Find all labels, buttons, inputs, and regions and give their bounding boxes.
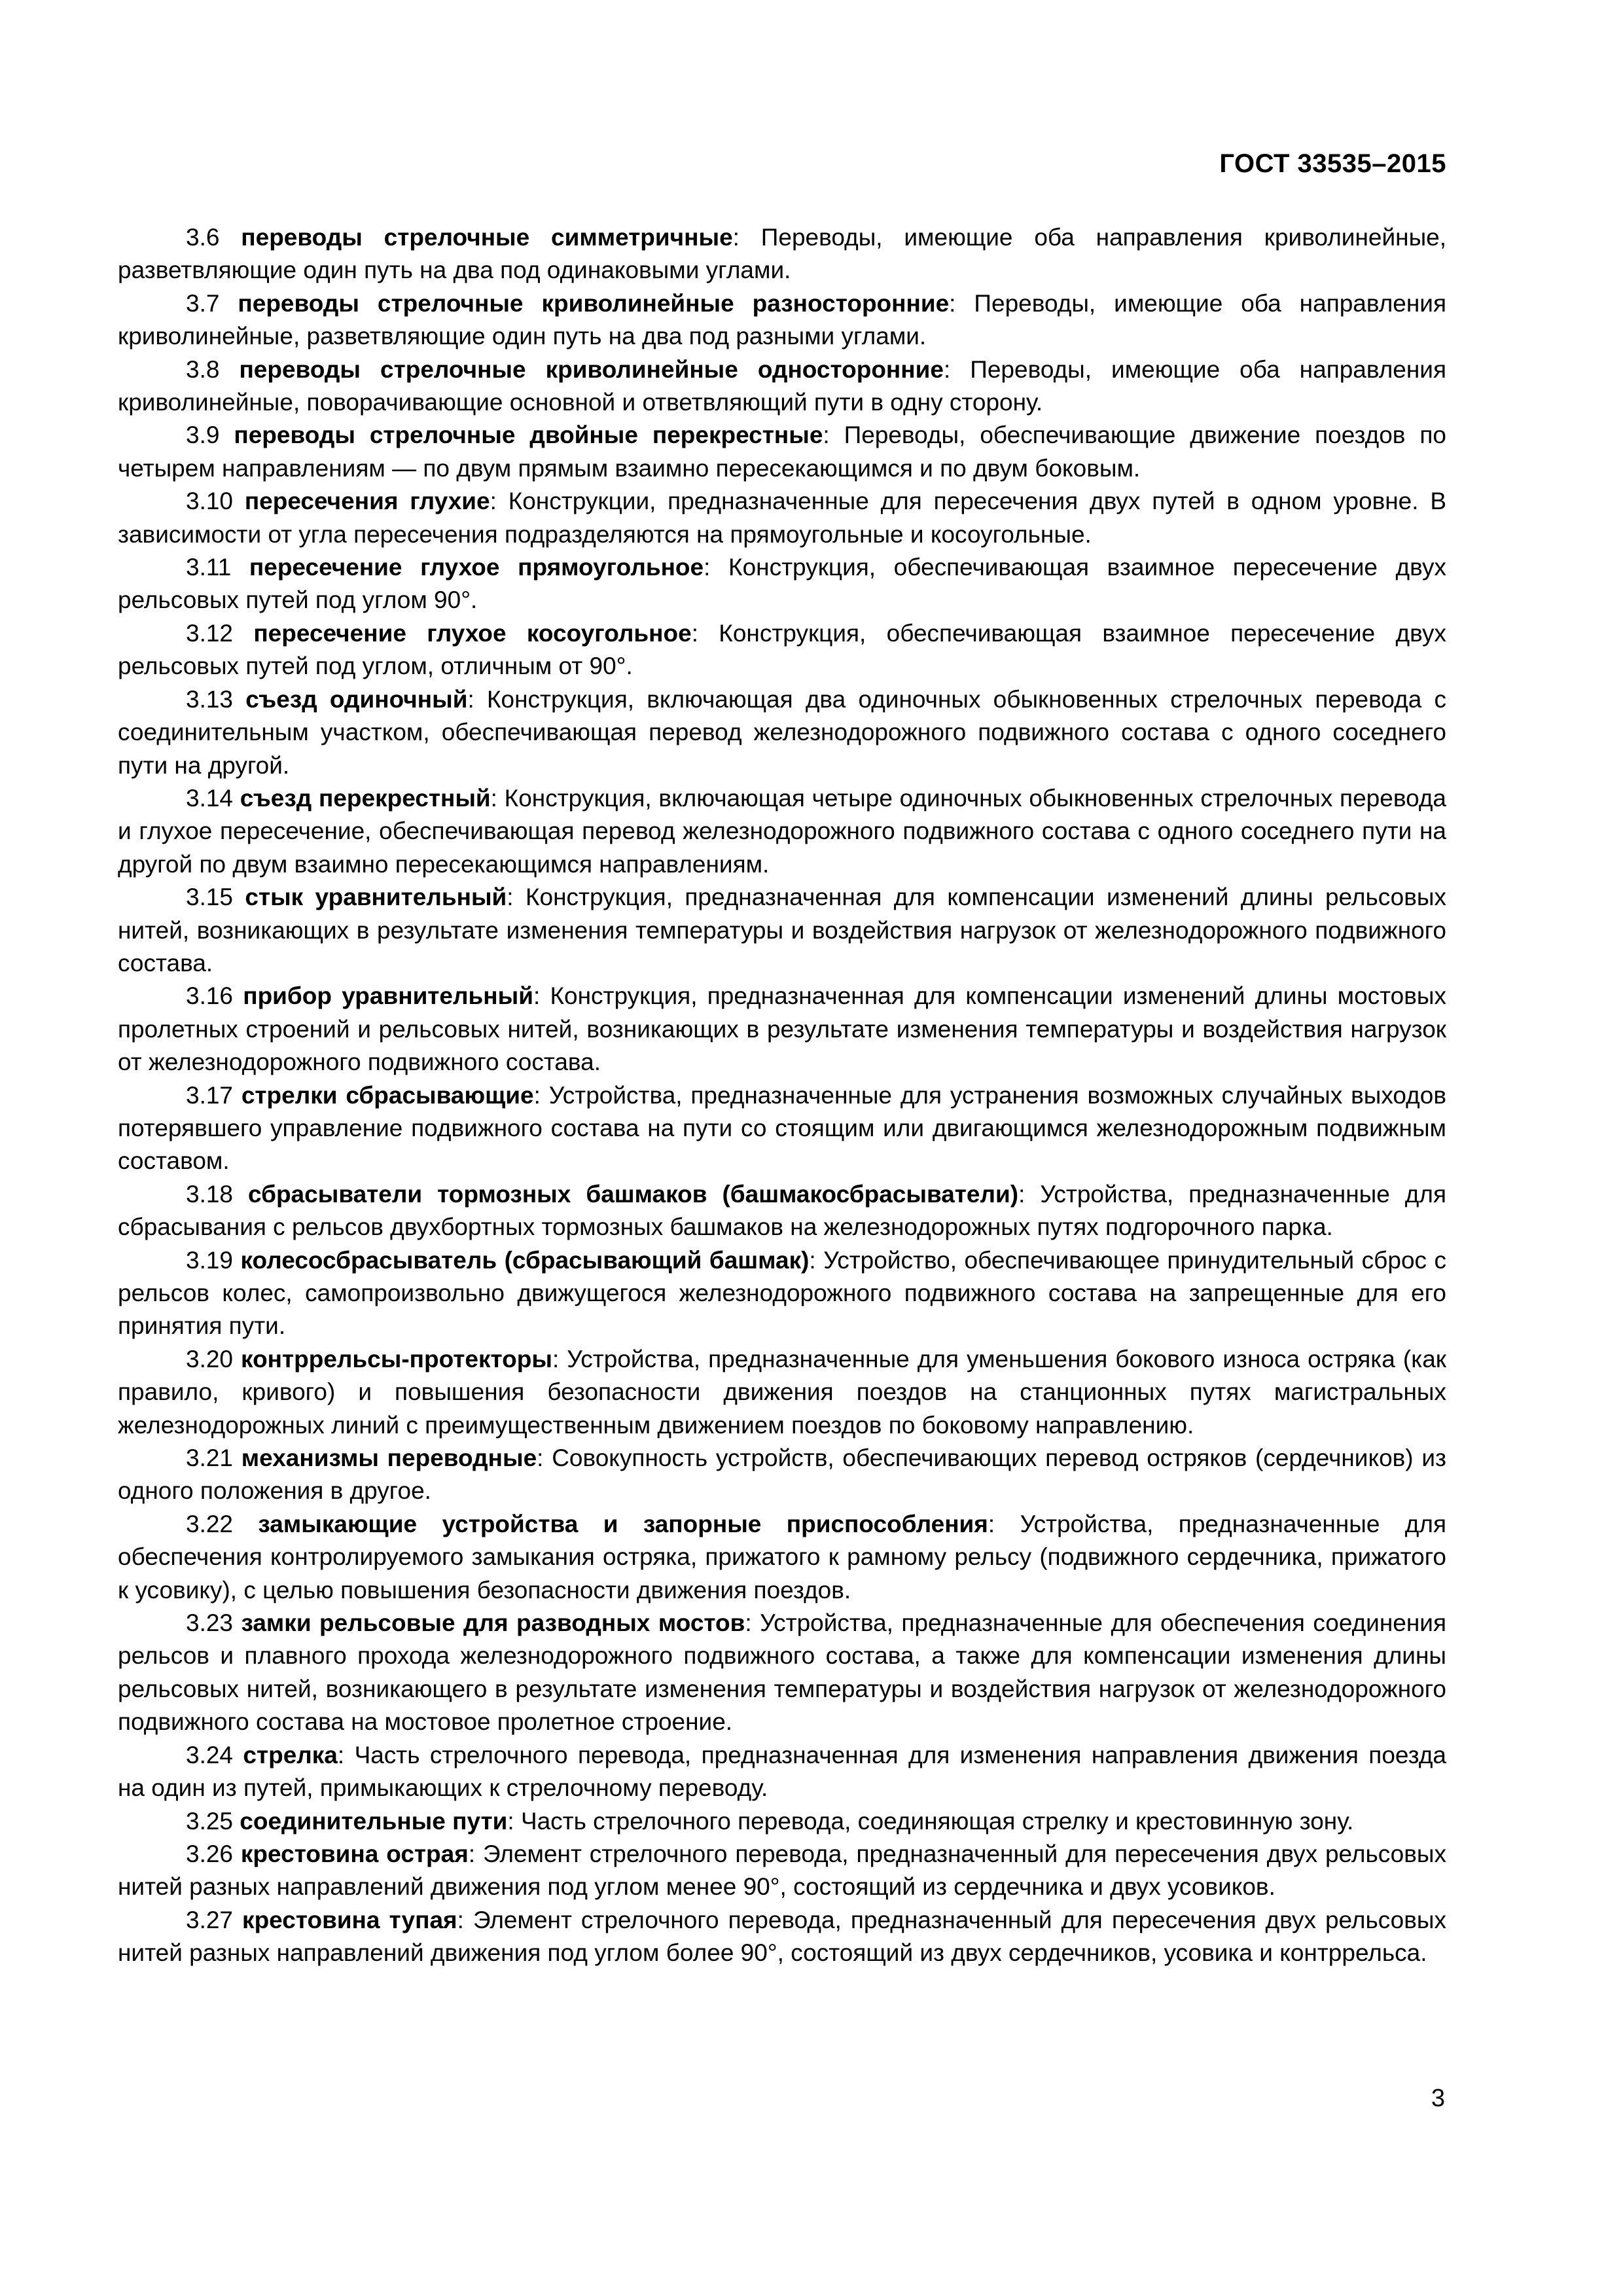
- term-3-11: 3.11 пересечение глухое прямоугольное: Конструкция, обеспечивающая взаимное пересечение двух рельсовых путей под углом 90°.: [118, 554, 1446, 614]
- term-number: 3.13: [186, 685, 234, 713]
- term-name: прибор уравнительный: [243, 982, 533, 1010]
- term-number: 3.17: [186, 1081, 234, 1109]
- term-number: 3.11: [186, 554, 232, 581]
- term-3-25: 3.25 соединительные пути: Часть стрелочного перевода, соединяющая стрелку и крестовинную зону.: [186, 1807, 1354, 1835]
- term-number: 3.15: [186, 884, 234, 911]
- term-definition: Часть стрелочного перевода, соединяющая стрелку и крестовинную зону.: [520, 1807, 1354, 1835]
- term-name: механизмы переводные: [241, 1444, 537, 1472]
- term-number: 3.9: [186, 422, 220, 449]
- term-3-12: 3.12 пересечение глухое косоугольное: Конструкция, обеспечивающая взаимное пересечение двух рельсовых путей под углом, отличным от 90°.: [118, 619, 1446, 680]
- term-number: 3.10: [186, 488, 234, 515]
- term-3-23: 3.23 замки рельсовые для разводных мостов: Устройства, предназначенные для обеспечения соединения рельсов и плавного прохода железнодорожного подвижного состава, а также для компенсации изменения длины рельсовых нитей, возникающего в результате изменения температуры и воздействия нагрузок от железнодорожного подвижного состава на мостовое пролетное строение.: [118, 1609, 1446, 1736]
- term-number: 3.18: [186, 1180, 234, 1208]
- term-number: 3.22: [186, 1510, 234, 1537]
- term-number: 3.23: [186, 1609, 234, 1637]
- term-number: 3.24: [186, 1741, 234, 1768]
- term-3-20: 3.20 контррельсы-протекторы: Устройства, предназначенные для уменьшения бокового износа остряка (как правило, кривого) и повышения безопасности движения поездов на станционных путях магистральных железнодорожных линий с преимущественным движением поездов по боковому направлению.: [118, 1345, 1446, 1439]
- term-definition: Устройства, предназначенные для обеспечения соединения рельсов и плавного прохода железнодорожного подвижного состава, а также для компенсации изменения длины рельсовых нитей, возникающего в результате изменения температуры и воздействия нагрузок от железнодорожного подвижного состава на мостовое пролетное строение.: [118, 1609, 1446, 1736]
- term-name: стрелка: [243, 1741, 338, 1768]
- page-number: 3: [1431, 2085, 1445, 2112]
- term-name: крестовина тупая: [242, 1906, 457, 1933]
- term-definition: Устройства, предназначенные для уменьшения бокового износа остряка (как правило, кривого) и повышения безопасности движения поездов на станционных путях магистральных железнодорожных линий с преимущественным движением поездов по боковому направлению.: [118, 1345, 1446, 1439]
- term-number: 3.14: [186, 784, 234, 812]
- term-3-6: 3.6 переводы стрелочные симметричные: Переводы, имеющие оба направления криволинейные, разветвляющие один путь на два под одинаковыми углами.: [118, 224, 1447, 284]
- term-definition: Конструкция, включающая два одиночных обыкновенных стрелочных перевода с соединительным участком, обеспечивающая перевод железнодорожного подвижного состава с одного соседнего пути на другой.: [118, 685, 1446, 779]
- term-definition: Устройство, обеспечивающее принудительный сброс с рельсов колес, самопроизвольно движущегося железнодорожного подвижного состава на запрещенные для его принятия пути.: [118, 1246, 1447, 1340]
- term-3-16: 3.16 прибор уравнительный: Конструкция, предназначенная для компенсации изменений длины мостовых пролетных строений и рельсовых нитей, возникающих в результате изменения температуры и воздействия нагрузок от железнодорожного подвижного состава.: [118, 982, 1446, 1076]
- term-definition: Конструкция, обеспечивающая взаимное пересечение двух рельсовых путей под углом, отличным от 90°.: [118, 619, 1446, 680]
- term-number: 3.6: [186, 224, 220, 251]
- term-number: 3.26: [186, 1840, 234, 1867]
- term-3-13: 3.13 съезд одиночный: Конструкция, включающая два одиночных обыкновенных стрелочных перевода с соединительным участком, обеспечивающая перевод железнодорожного подвижного состава с одного соседнего пути на другой.: [118, 685, 1446, 779]
- term-3-24: 3.24 стрелка: Часть стрелочного перевода, предназначенная для изменения направления движения поезда на один из путей, примыкающих к стрелочному переводу.: [118, 1741, 1446, 1802]
- term-name: крестовина острая: [240, 1840, 469, 1867]
- term-3-10: 3.10 пересечения глухие: Конструкции, предназначенные для пересечения двух путей в одном уровне. В зависимости от угла пересечения подразделяются на прямоугольные и косоугольные.: [118, 488, 1447, 548]
- term-3-9: 3.9 переводы стрелочные двойные перекрестные: Переводы, обеспечивающие движение поездов по четырем направлениям — по двум прямым взаимно пересекающимся и по двум боковым.: [118, 422, 1446, 482]
- term-number: 3.12: [186, 619, 234, 647]
- term-definition: Элемент стрелочного перевода, предназначенный для пересечения двух рельсовых нитей разных направлений движения под углом менее 90°, состоящий из сердечника и двух усовиков.: [118, 1840, 1447, 1901]
- term-3-27: 3.27 крестовина тупая: Элемент стрелочного перевода, предназначенный для пересечения двух рельсовых нитей разных направлений движения под углом более 90°, состоящий из двух сердечников, усовика и контррельса.: [118, 1906, 1447, 1967]
- term-name: стык уравнительный: [245, 884, 507, 911]
- term-name: стрелки сбрасывающие: [241, 1081, 534, 1109]
- term-name: сбрасыватели тормозных башмаков (башмакосбрасыватели): [248, 1180, 1019, 1208]
- term-3-18: 3.18 сбрасыватели тормозных башмаков (башмакосбрасыватели): Устройства, предназначенные для сбрасывания с рельсов двухбортных тормозных башмаков на железнодорожных путях подгорочного парка.: [118, 1180, 1447, 1241]
- term-3-21: 3.21 механизмы переводные: Совокупность устройств, обеспечивающих перевод остряков (сердечников) из одного положения в другое.: [118, 1444, 1446, 1505]
- document-code: ГОСТ 33535–2015: [1219, 149, 1446, 178]
- term-name: пересечение глухое косоугольное: [253, 619, 692, 647]
- term-name: съезд одиночный: [245, 685, 468, 713]
- term-name: переводы стрелочные криволинейные односторонние: [239, 355, 944, 383]
- term-number: 3.16: [186, 982, 234, 1010]
- term-3-19: 3.19 колесосбрасыватель (сбрасывающий башмак): Устройство, обеспечивающее принудительный сброс с рельсов колес, самопроизвольно движущегося железнодорожного подвижного состава на запрещенные для его принятия пути.: [118, 1246, 1447, 1340]
- term-definition: Устройства, предназначенные для обеспечения контролируемого замыкания остряка, прижатого к рамному рельсу (подвижного сердечника, прижатого к усовику), с целью повышения безопасности движения поездов.: [118, 1510, 1447, 1604]
- term-number: 3.21: [186, 1444, 234, 1472]
- term-name: пересечения глухие: [244, 488, 490, 515]
- term-name: контррельсы-протекторы: [241, 1345, 552, 1372]
- term-number: 3.25: [186, 1807, 234, 1835]
- terms-list: [118, 221, 1446, 1970]
- term-name: замки рельсовые для разводных мостов: [241, 1609, 745, 1637]
- term-definition: Элемент стрелочного перевода, предназначенный для пересечения двух рельсовых нитей разных направлений движения под углом более 90°, состоящий из двух сердечников, усовика и контррельса.: [118, 1906, 1447, 1967]
- term-definition: Конструкции, предназначенные для пересечения двух путей в одном уровне. В зависимости от угла пересечения подразделяются на прямоугольные и косоугольные.: [118, 488, 1447, 548]
- term-name: пересечение глухое прямоугольное: [249, 554, 704, 581]
- term-3-8: 3.8 переводы стрелочные криволинейные односторонние: Переводы, имеющие оба направления криволинейные, поворачивающие основной и ответвляющий пути в одну сторону.: [118, 355, 1446, 416]
- term-definition: Переводы, обеспечивающие движение поездов по четырем направлениям — по двум прямым взаимно пересекающимся и по двум боковым.: [118, 422, 1446, 482]
- term-definition: Часть стрелочного перевода, предназначенная для изменения направления движения поезда на один из путей, примыкающих к стрелочному переводу.: [118, 1741, 1446, 1802]
- term-3-17: 3.17 стрелки сбрасывающие: Устройства, предназначенные для устранения возможных случайных выходов потерявшего управление подвижного состава на пути со стоящим или двигающимся железнодорожным подвижным составом.: [118, 1081, 1447, 1175]
- term-definition: Конструкция, включающая четыре одиночных обыкновенных стрелочных перевода и глухое пересечение, обеспечивающая перевод железнодорожного подвижного состава с одного соседнего пути на другой по двум взаимно пересекающимся направлениям.: [118, 784, 1446, 878]
- term-number: 3.7: [186, 289, 220, 317]
- term-definition: Переводы, имеющие оба направления криволинейные, разветвляющие один путь на два под разными углами.: [118, 289, 1446, 350]
- term-definition: Конструкция, предназначенная для компенсации изменений длины мостовых пролетных строений и рельсовых нитей, возникающих в результате изменения температуры и воздействия нагрузок от железнодорожного подвижного состава.: [118, 982, 1446, 1076]
- term-definition: Совокупность устройств, обеспечивающих перевод остряков (сердечников) из одного положения в другое.: [118, 1444, 1446, 1505]
- term-3-14: 3.14 съезд перекрестный: Конструкция, включающая четыре одиночных обыкновенных стрелочных перевода и глухое пересечение, обеспечивающая перевод железнодорожного подвижного состава с одного соседнего пути на другой по двум взаимно пересекающимся направлениям.: [118, 784, 1446, 878]
- term-definition: Конструкция, предназначенная для компенсации изменений длины рельсовых нитей, возникающих в результате изменения температуры и воздействия нагрузок от железнодорожного подвижного состава.: [118, 884, 1446, 977]
- term-definition: Переводы, имеющие оба направления криволинейные, поворачивающие основной и ответвляющий пути в одну сторону.: [118, 355, 1446, 416]
- term-number: 3.8: [186, 355, 220, 383]
- term-name: переводы стрелочные симметричные: [241, 224, 733, 251]
- term-3-22: 3.22 замыкающие устройства и запорные приспособления: Устройства, предназначенные для обеспечения контролируемого замыкания остряка, прижатого к рамному рельсу (подвижного сердечника, прижатого к усовику), с целью повышения безопасности движения поездов.: [118, 1510, 1447, 1604]
- term-name: соединительные пути: [240, 1807, 508, 1835]
- term-definition: Устройства, предназначенные для сбрасывания с рельсов двухбортных тормозных башмаков на железнодорожных путях подгорочного парка.: [118, 1180, 1447, 1241]
- term-name: переводы стрелочные криволинейные разносторонние: [238, 289, 950, 317]
- term-definition: Устройства, предназначенные для устранения возможных случайных выходов потерявшего управление подвижного состава на пути со стоящим или двигающимся железнодорожным подвижным составом.: [118, 1081, 1447, 1175]
- term-number: 3.19: [186, 1246, 234, 1274]
- term-3-15: 3.15 стык уравнительный: Конструкция, предназначенная для компенсации изменений длины рельсовых нитей, возникающих в результате изменения температуры и воздействия нагрузок от железнодорожного подвижного состава.: [118, 884, 1446, 977]
- term-name: съезд перекрестный: [240, 784, 491, 812]
- term-name: замыкающие устройства и запорные приспособления: [258, 1510, 988, 1537]
- term-name: переводы стрелочные двойные перекрестные: [234, 422, 823, 449]
- term-number: 3.27: [186, 1906, 234, 1933]
- term-definition: Конструкция, обеспечивающая взаимное пересечение двух рельсовых путей под углом 90°.: [118, 554, 1446, 614]
- term-name: колесосбрасыватель (сбрасывающий башмак): [240, 1246, 810, 1274]
- term-3-26: 3.26 крестовина острая: Элемент стрелочного перевода, предназначенный для пересечения двух рельсовых нитей разных направлений движения под углом менее 90°, состоящий из сердечника и двух усовиков.: [118, 1840, 1447, 1901]
- term-number: 3.20: [186, 1345, 234, 1372]
- term-3-7: 3.7 переводы стрелочные криволинейные разносторонние: Переводы, имеющие оба направления криволинейные, разветвляющие один путь на два под разными углами.: [118, 289, 1446, 350]
- term-definition: Переводы, имеющие оба направления криволинейные, разветвляющие один путь на два под одинаковыми углами.: [118, 224, 1447, 284]
